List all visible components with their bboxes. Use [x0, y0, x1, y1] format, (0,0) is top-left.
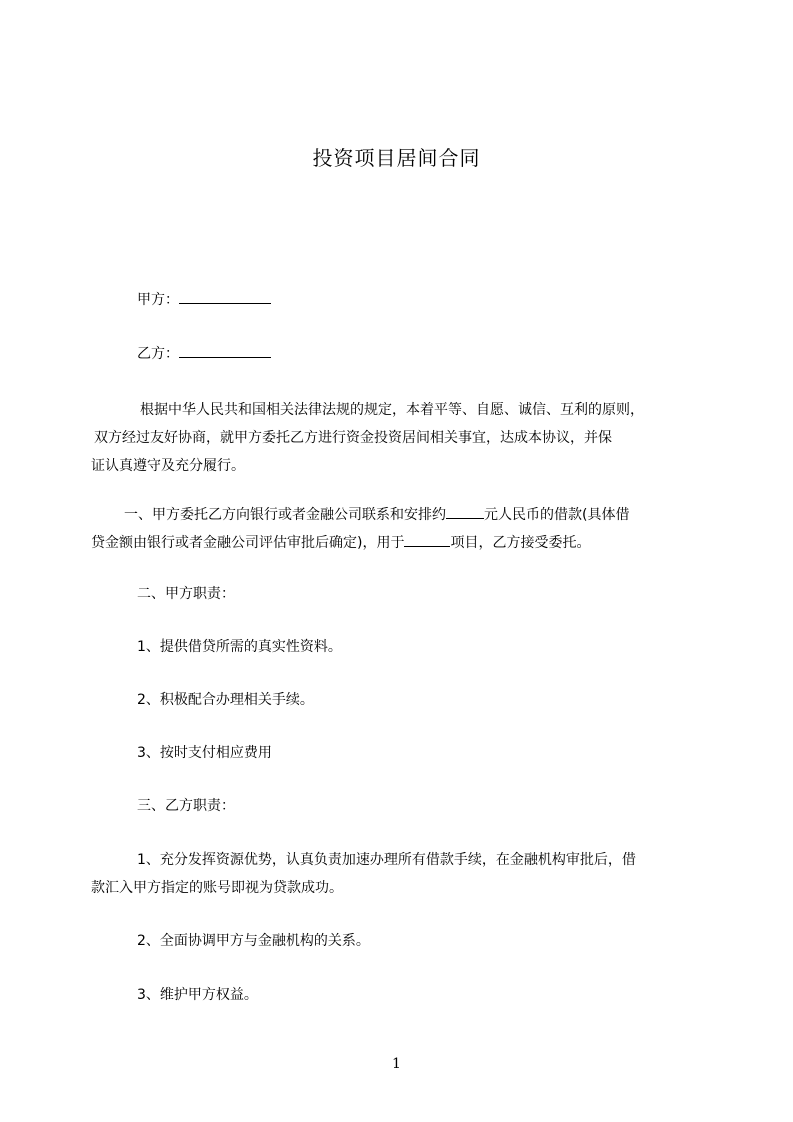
- document-title: 投资项目居间合同: [312, 146, 481, 170]
- section-2-item-3: 3、按时支付相应费用: [137, 745, 272, 761]
- clause-1-line-1-text-b: 元人民币的借款(具体借: [484, 507, 630, 523]
- section-2-item-1: 1、提供借贷所需的真实性资料。: [137, 639, 342, 655]
- clause-1-line-2: [91, 529, 590, 557]
- clause-1-line-1-text-a: 一、甲方委托乙方向银行或者金融公司联系和安排约: [124, 507, 446, 523]
- section-3-item-1-line-2: 款汇入甲方指定的账号即视为贷款成功。: [91, 880, 343, 896]
- section-3-item-2: 2、全面协调甲方与金融机构的关系。: [137, 933, 370, 949]
- section-3-item-3: 3、维护甲方权益。: [137, 987, 258, 1003]
- page-number: 1: [392, 1056, 401, 1072]
- section-2-item-2: 2、积极配合办理相关手续。: [137, 692, 314, 708]
- party-a-line: [137, 286, 271, 314]
- preamble-line-2: 双方经过友好协商，就甲方委托乙方进行资金投资居间相关事宜，达成本协议，并保: [94, 430, 612, 446]
- preamble-line-3: 证认真遵守及充分履行。: [91, 458, 245, 474]
- clause-1-line-1: [124, 501, 629, 529]
- preamble-line-1: 根据中华人民共和国相关法律法规的规定，本着平等、自愿、诚信、互利的原则，: [140, 402, 644, 418]
- section-2-heading: 二、甲方职责：: [137, 586, 235, 602]
- project-blank: [404, 531, 450, 547]
- section-3-item-1-line-1: 1、充分发挥资源优势，认真负责加速办理所有借款手续，在金融机构审批后，借: [137, 852, 636, 868]
- party-b-label: 乙方：: [137, 346, 179, 362]
- party-a-label: 甲方：: [137, 292, 179, 308]
- clause-1-line-2-text-a: 贷金额由银行或者金融公司评估审批后确定)，用于: [91, 535, 405, 551]
- party-a-blank: [179, 288, 271, 304]
- party-b-blank: [179, 342, 271, 358]
- loan-amount-blank: [446, 503, 484, 519]
- party-b-line: [137, 340, 271, 368]
- section-3-heading: 三、乙方职责：: [137, 798, 235, 814]
- clause-1-line-2-text-b: 项目，乙方接受委托。: [450, 535, 591, 551]
